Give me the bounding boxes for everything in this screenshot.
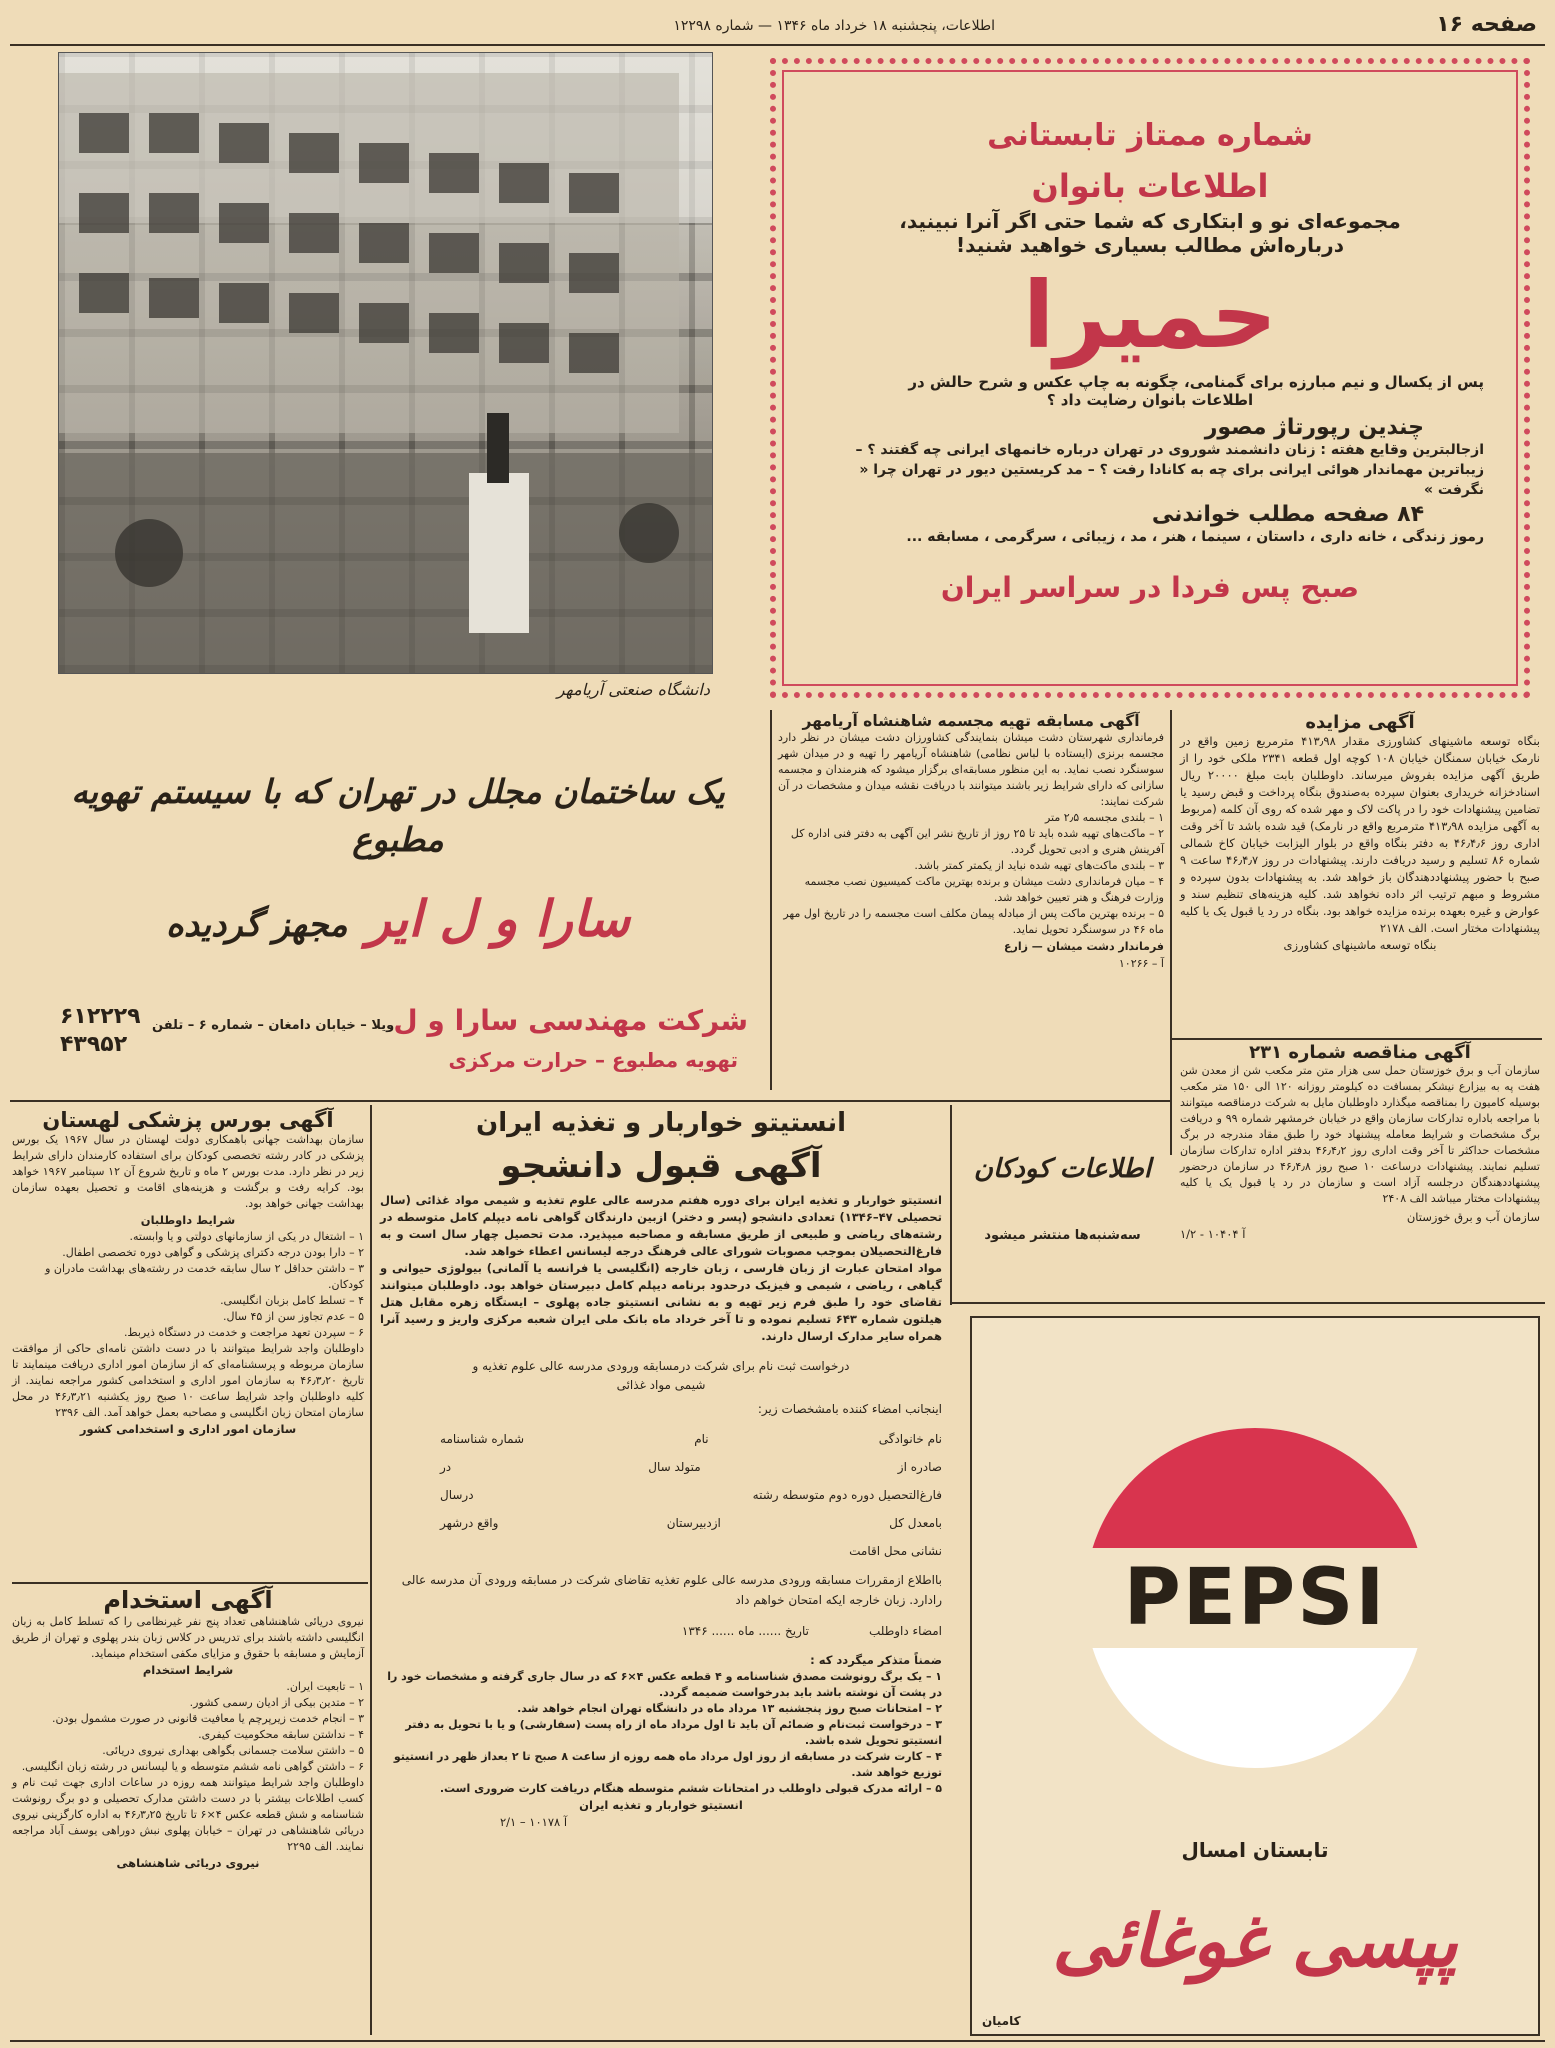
nutrition-note-4: ۴ – کارت شرکت در مسابقه از روز اول مرداد ماه همه روزه از ساعت ۸ صبح تا ۲ بعداز ظهر در انستیتو توزیع خواهد شد.: [393, 1750, 942, 1779]
nutrition-form-intro: درخواست ثبت نام برای شرکت درمسابقه ورودی مدرسه عالی علوم تغذیه و شیمی مواد غذائی: [472, 1359, 850, 1392]
employment-cond-1: ۱ – تابعیت ایران.: [286, 1680, 364, 1693]
tender-code: آ ۱۰۴۰۴ - ۱/۲: [1180, 1227, 1246, 1241]
children-subtitle: سه‌شنبه‌ها منتشر میشود: [984, 1228, 1141, 1243]
nutrition-code: آ ۱۰۱۷۸ – ۲/۱: [500, 1815, 568, 1829]
nutrition-signature: انستیتو خواربار و تغذیه ایران: [579, 1798, 743, 1812]
employment-conditions-title: شرایط استخدام: [142, 1663, 234, 1677]
saravel-line1: یک ساختمان مجلل در تهران که با سیستم تهویه مطبوع: [71, 772, 725, 859]
nutrition-form-lead: اینجانب امضاء کننده بامشخصات زیر:: [757, 1402, 942, 1416]
tender-body: سازمان آب و برق خوزستان حمل سی هزار متن متر مکعب شن از معدن شن هفت په به بیزارع نیشکر بمسافت ده کیلومتر روزانه ۱۲۰ الی ۱۵۰ متر مکعب بوسیله کامیون را بمناقصه میگذارد داوطلبان مایل به شرکت درمناقصه میتوانند با مراجعه باداره تدارکات سازمان واقع در خیابان خرمشهر شماره ۹۹ و دریافت برگ مشخصات و شرایط معامله پیشنهاد خود را طبق مقاد مندرجه در برگ مشخصات حداکثر تا آخر وقت اداری روز ۴۶٫۴٫۲ بدفتر اداره تدارکات سازمان تسلیم نمایند. پیشنهادات درساعت ۱۰ صبح روز ۴۶٫۴٫۸ در سازمان درحضور پیشنهاددهندگان درجلسه آزاد است و سازمان در رد یا قبول یک یا کلیه پیشنهادات مختار میباشد الف ۲۴۰۸: [1180, 1064, 1540, 1205]
statue-item-2: ۲ – ماکت‌های تهیه شده باید تا ۲۵ روز از تاریخ نشر این آگهی به دفتر فنی اداره کل آفرینش هنری و ادبی تحویل گردد.: [790, 827, 1164, 856]
saravel-brand: سارا و ل ایر: [366, 890, 630, 948]
scholarship-ad: [12, 1108, 364, 1578]
university-photo: [58, 52, 713, 674]
scholarship-cond-3: ۳ – داشتن حداقل ۲ سال سابقه خدمت در رشته‌های بهداشت مادران و کودکان.: [45, 1262, 364, 1291]
form-field-year: درسال: [440, 1488, 474, 1502]
employment-cond-4: ۴ – نداشتن سابقه محکومیت کیفری.: [198, 1728, 364, 1741]
nutrition-form-address: نشانی محل اقامت: [849, 1544, 942, 1558]
pepsi-season: تابستان امسال: [1181, 1838, 1329, 1862]
saravel-phone2: ۴۳۹۵۲: [60, 1032, 128, 1057]
auction-signature: بنگاه توسعه ماشینهای کشاورزی: [1283, 938, 1437, 952]
auction-title: آگهی مزایده: [1305, 712, 1415, 733]
employment-cond-3: ۳ – انجام خدمت زیرپرچم یا معافیت قانونی در صورت مشمول بودن.: [51, 1712, 364, 1725]
banovan-kicker: شماره ممتاز تابستانی: [987, 118, 1313, 153]
banovan-title: اطلاعات بانوان: [1031, 167, 1269, 205]
issue-line: اطلاعات، پنجشنبه ۱۸ خرداد ماه ۱۳۴۶ — شماره ۱۲۲۹۸: [673, 18, 995, 34]
nutrition-subtitle: آگهی قبول دانشجو: [500, 1146, 822, 1186]
saravel-services: تهویه مطبوع – حرارت مرکزی: [448, 1048, 738, 1072]
nutrition-form-row-4: [440, 1516, 942, 1530]
banovan-section-2: ۸۴ صفحه مطلب خواندنی: [1151, 502, 1424, 527]
statue-code: آ – ۱۰۲۶۶: [1118, 957, 1164, 970]
employment-ad: [12, 1586, 364, 2036]
scholarship-cond-1: ۱ – اشتغال در یکی از سازمانهای دولتی و یا وابسته.: [129, 1230, 364, 1243]
auction-ad: [1180, 712, 1540, 1032]
statue-body: فرمانداری شهرستان دشت میشان بنمایندگی کشاورزان دشت میشان در نظر دارد مجسمه برنزی (ایستاده با لباس نظامی) شاهنشاه آریامهر را تهیه و در میدان شهر سوسنگرد نصب نماید. به این منظور مسابقه‌ای برگزار میشود که هنرمندان و مجسمه سازانی که دارای شرایط زیر باشند میتوانند با دریافت نقشه میدان و مشخصات در آن شرکت نمایند:: [778, 731, 1164, 808]
saravel-address: ویلا – خیابان دامغان – شماره ۶ – تلفن: [152, 1018, 395, 1033]
scholarship-body: سازمان بهداشت جهانی باهمکاری دولت لهستان در سال ۱۹۶۷ یک بورس پزشکی در کادر رشته تخصصی کودکان برای استفاده کارمندان دارای شرایط زیر در نظر دارد. مدت بورس ۲ ماه و تاریخ شروع آن ۱۲ سپتامبر ۱۹۶۷ خواهد بود. کرایه رفت و برگشت و هزینه‌های اقامت و تحصیل بعهده سازمان بهداشت جهانی خواهد بود.: [12, 1133, 364, 1210]
pepsi-slogan: پپسی غوغائی: [1052, 1898, 1458, 1983]
header-rule: [10, 44, 1545, 46]
employment-cond-5: ۵ – داشتن سلامت جسمانی بگواهی بهداری نیروی دریائی.: [102, 1744, 364, 1757]
banovan-subtitle-2: درباره‌اش مطالب بسیاری خواهید شنید!: [956, 233, 1344, 257]
scholarship-cond-4: ۴ – تسلط کامل بزبان انگلیسی.: [220, 1294, 364, 1307]
nutrition-note-2: ۲ – امتحانات صبح روز پنجشنبه ۱۳ مرداد ماه در دانشگاه تهران انجام خواهد شد.: [517, 1702, 942, 1715]
employment-signature: نیروی دریائی شاهنشاهی: [116, 1856, 260, 1870]
nutrition-body2: مواد امتحان عبارت از زبان فارسی ، زبان خارجه (انگلیسی یا فرانسه یا آلمانی) بیولوژی حیوانی و گیاهی ، ریاضی ، شیمی و فیزیک درحدود برنامه دیپلم کامل دبیرستان خواهد بود. داوطلبان میتوانند تقاضای خود را طبق فرم زیر تهیه و به نشانی انستیتو جاده پهلوی – ایستگاه زهره مقابل هتل هیلتون شماره ۶۴۳ تسلیم نموده و تا آخر خرداد ماه بانک ملی ایران شعبه مرکزی واریز و رسید آنرا همراه سایر مدارک ارسال دارند.: [380, 1261, 942, 1343]
col-rule-statue: [770, 710, 772, 1090]
statue-ad: [778, 712, 1164, 1092]
children-title: اطلاعات کودکان: [973, 1154, 1152, 1184]
lower-right-rule: [950, 1302, 1545, 1304]
pepsi-brand: کامیان: [982, 2014, 1021, 2028]
nutrition-notes-title: ضمناً متذکر میگردد که :: [810, 1653, 942, 1667]
form-field-birthyear: متولد سال: [648, 1460, 701, 1474]
col-rule-left: [370, 1105, 372, 2035]
scholarship-cond-5: ۵ – عدم تجاوز سن از ۴۵ سال.: [222, 1310, 364, 1323]
banovan-desc-1: پس از یکسال و نیم مبارزه برای گمنامی، چگونه به چاپ عکس و شرح حالش در: [908, 373, 1484, 391]
nutrition-note-5: ۵ – ارائه مدرک قبولی داوطلب در امتحانات ششم متوسطه هنگام دریافت کارت ضروری است.: [439, 1782, 942, 1795]
employment-body2: داوطلبان واجد شرایط میتوانند همه روزه در ساعات اداری جهت ثبت نام و کسب اطلاعات بیشتر با در دست داشتن مدارک تحصیلی و دو برگ رونوشت شناسنامه و شش قطعه عکس ۴×۶ تا تاریخ ۴۶٫۳٫۲۵ به اداره کارگزینی نیروی دریائی شاهنشاهی در تهران – خیابان پهلوی نبش دوراهی یوسف آباد مراجعه نمایند. الف ۲۲۹۵: [12, 1776, 364, 1853]
tender-ad: [1180, 1042, 1540, 1282]
nutrition-form-request: بااطلاع ازمقررات مسابقه ورودی مدرسه عالی علوم تغذیه تقاضای شرکت در مسابقه ورودی آن مدرسه عالی رادارد. زبان خارجه ایکه امتحان خواهم داد: [401, 1573, 942, 1607]
nutrition-form-row-3: [440, 1488, 942, 1502]
employment-cond-2: ۲ – متدین بیکی از ادیان رسمی کشور.: [189, 1696, 364, 1709]
nutrition-note-1: ۱ – یک برگ رونوشت مصدق شناسنامه و ۴ قطعه عکس ۴×۶ که در سال جاری گرفته و مشخصات خود را در پشت آن نوشته باشد باید بدرخواست ضمیمه گردد.: [387, 1670, 942, 1699]
banovan-subtitle-1: مجموعه‌ای نو و ابتکاری که شما حتی اگر آنرا نبینید،: [899, 209, 1401, 233]
nutrition-form-sign-row: [380, 1624, 942, 1638]
statue-item-1: ۱ – بلندی مجسمه ۲٫۵ متر: [1044, 811, 1164, 824]
pepsi-logo-text: PEPSI: [1123, 1553, 1387, 1643]
form-field-name: نام: [694, 1432, 709, 1446]
banovan-headline: حمیرا: [1022, 262, 1278, 369]
scholarship-cond-6: ۶ – سپردن تعهد مراجعت و خدمت در دستگاه ذیربط.: [123, 1326, 364, 1339]
form-field-city: واقع درشهر: [440, 1516, 499, 1530]
scholarship-cond-2: ۲ – دارا بودن درجه دکترای پزشکی و گواهی دوره تخصصی اطفال.: [62, 1246, 364, 1259]
auction-body: بنگاه توسعه ماشینهای کشاورزی مقدار ۴۱۳٫۹۸ مترمربع زمین واقع در نارمک خیابان سمنگان خیابان ۱۰۸ کوچه اول قطعه ۲۳۴۱ ملکی خود را از طریق آگهی مزایده بفروش میرساند. داوطلبان بابت مبلغ ۲۰۰۰۰ ریال اسنادخزانه خریداری بعنوان سپرده به‌صندوق بنگاه پرداخت و قبض رسید یا تضامین پیشنهادات خود را در پاکت لاک و مهر شده که روی آن کلمه (مربوط به آگهی مزایده ۴۱۳٫۹۸ مترمربع واقع در نارمک) قید شده باشد تا آخر وقت اداری روز ۴۶٫۴٫۶ به دفتر بنگاه واقع در بلوار الیزابت خیابان کاخ شمالی شماره ۸۶ تسلیم و رسید دریافت دارند. پیشنهادات در روز ۴۶٫۴٫۷ ساعت ۹ صبح با حضور پیشنهاددهندگان باز خواهد شد. به پیشنهادات بدون سپرده و مشروط و مبهم ترتیب اثر داده نخواهد شد. کلیه هزینه‌های تنظیم سند و عوارض و غیره بعهده برنده مزایده خواهد بود. بنگاه در رد یا قبول یک یا کلیه پیشنهادات مختار است. الف ۲۱۷۸: [1180, 734, 1541, 935]
form-field-issued: صادره از: [897, 1460, 942, 1474]
scholarship-title: آگهی بورس پزشکی لهستان: [42, 1108, 334, 1132]
pepsi-ad: [970, 1316, 1540, 2036]
form-field-gpa: بامعدل کل: [889, 1516, 942, 1530]
saravel-equipped: مجهز گردیده: [166, 905, 348, 945]
scholarship-body2: داوطلبان واجد شرایط میتوانند با در دست داشتن نامه‌ای حاکی از موافقت سازمان مربوطه و پرسشنامه‌ای که از سازمان امور اداری دریافت مینمایند تا تاریخ ۴۶٫۳٫۲۰ به سازمان امور اداری و استخدامی کشور مراجعه نمایند. از کلیه داوطلبان واجد شرایط ساعت ۱۰ صبح روز یکشنبه ۴۶٫۳٫۲۱ در محل سازمان امتحان زبان انگلیسی و مصاحبه بعمل خواهد آمد. الف ۲۳۹۶: [12, 1342, 365, 1419]
nutrition-note-3: ۳ – درخواست ثبت‌نام و ضمائم آن باید تا اول مرداد ماه از راه پست (سفارشی) و یا با تحویل به دفتر انستیتو تحویل شده باشد.: [405, 1718, 942, 1747]
form-field-graduate: فارغ‌التحصیل دوره دوم متوسطه رشته: [752, 1488, 942, 1502]
form-date: تاریخ ...... ماه ...... ۱۳۴۶: [681, 1624, 809, 1638]
banovan-section-1-body: ازجالبترین وقایع هفته : زنان دانشمند شوروی در تهران درباره خانمهای ایرانی چه گفتند ؟ – زیباترین مهماندار هوائی ایرانی برای چه به کانادا رفت ؟ – مد کریستین دیور در تهران چرا « نگرفت »: [855, 442, 1484, 498]
children-ad: [960, 1120, 1165, 1290]
statue-item-5: ۵ – برنده بهترین ماکت پس از مبادله پیمان مکلف است مجسمه را در تاریخ اول مهر ماه ۴۶ در سوسنگرد تحویل نماید.: [783, 907, 1164, 936]
banovan-footer: صبح پس فردا در سراسر ایران: [940, 571, 1360, 604]
statue-title: آگهی مسابقه تهیه مجسمه شاهنشاه آریامهر: [802, 712, 1140, 730]
nutrition-title: انستیتو خواربار و تغذیه ایران: [476, 1108, 846, 1138]
banovan-ad: [770, 58, 1530, 698]
building-drawing: [59, 53, 712, 673]
statue-item-3: ۳ – بلندی ماکت‌های تهیه شده نباید از یکمتر کمتر باشد.: [914, 859, 1164, 872]
footer-rule: [10, 2040, 1545, 2042]
banovan-desc-2: اطلاعات بانوان رضایت داد ؟: [1046, 391, 1254, 409]
saravel-phone1: ۶۱۲۲۲۹: [60, 1004, 141, 1029]
nutrition-body: انستیتو خواربار و تغذیه ایران برای دوره هفتم مدرسه عالی علوم تغذیه و شیمی مواد غذائی (سال تحصیلی ۴۷–۱۳۴۶) تعدادی دانشجو (پسر و دختر) ازبین دارندگان گواهی نامه دیپلم کامل متوسطه در رشته‌های ریاضی و طبیعی از طریق مسابقه و مصاحبه میپذیرد. مدت تحصیل چهار سال است و به فارغ‌التحصیلان بموجب مصوبات شورای عالی فرهنگ درجه لیسانس اعطاء خواهد شد.: [380, 1193, 942, 1258]
tender-title: آگهی مناقصه شماره ۲۳۱: [1249, 1042, 1471, 1063]
tender-signature: سازمان آب و برق خوزستان: [1406, 1210, 1540, 1224]
employment-title: آگهی استخدام: [103, 1586, 273, 1614]
page-number: صفحه ۱۶: [1436, 12, 1537, 37]
saravel-ad: [48, 742, 748, 1112]
scholarship-signature: سازمان امور اداری و استخدامی کشور: [79, 1422, 297, 1436]
nutrition-form-row-2: [440, 1460, 942, 1474]
scholarship-conditions-title: شرایط داوطلبان: [140, 1213, 236, 1227]
statue-signature: فرماندار دشت میشان — زارع: [1004, 940, 1164, 953]
auction-rule: [1172, 1038, 1542, 1040]
employment-body: نیروی دریائی شاهنشاهی تعداد پنج نفر غیرنظامی را که تسلط کامل به زبان انگلیسی داشته باشند برای تدریس در کلاس زبان بندر پهلوی و تهران از طریق آزمایش و مسابقه با حقوق و مزایای مکفی استخدام مینماید.: [12, 1615, 364, 1660]
form-field-in: در: [440, 1460, 452, 1474]
col-rule-mid: [950, 1105, 952, 1305]
mid-rule: [10, 1100, 1170, 1102]
statue-item-4: ۴ – میان فرمانداری دشت میشان و برنده بهترین ماکت کمیسیون نصب مجسمه وزارت فرهنگ و هنر تعیین خواهد شد.: [804, 875, 1164, 904]
form-field-school: ازدبیرستان: [666, 1516, 721, 1530]
form-sign: امضاء داوطلب: [868, 1624, 942, 1638]
saravel-company: شرکت مهندسی سارا و ل: [393, 1004, 748, 1037]
banovan-section-2-body: رموز زندگی ، خانه داری ، داستان ، سینما ، هنر ، مد ، زیبائی ، سرگرمی ، مسابقه ...: [906, 529, 1484, 545]
employment-cond-6: ۶ – داشتن گواهی نامه ششم متوسطه و یا لیسانس در رشته زبان انگلیسی.: [21, 1760, 364, 1773]
scholarship-rule: [12, 1582, 368, 1584]
nutrition-form-row-1: [440, 1432, 942, 1446]
banovan-section-1: چندین رپورتاژ مصور: [1204, 415, 1424, 440]
col-rule-auction: [1170, 710, 1172, 1155]
form-field-lastname: نام خانوادگی: [878, 1432, 942, 1446]
nutrition-ad: [380, 1108, 942, 2038]
photo-caption: دانشگاه صنعتی آریامهر: [556, 680, 710, 699]
form-field-id: شماره شناسنامه: [440, 1432, 525, 1446]
